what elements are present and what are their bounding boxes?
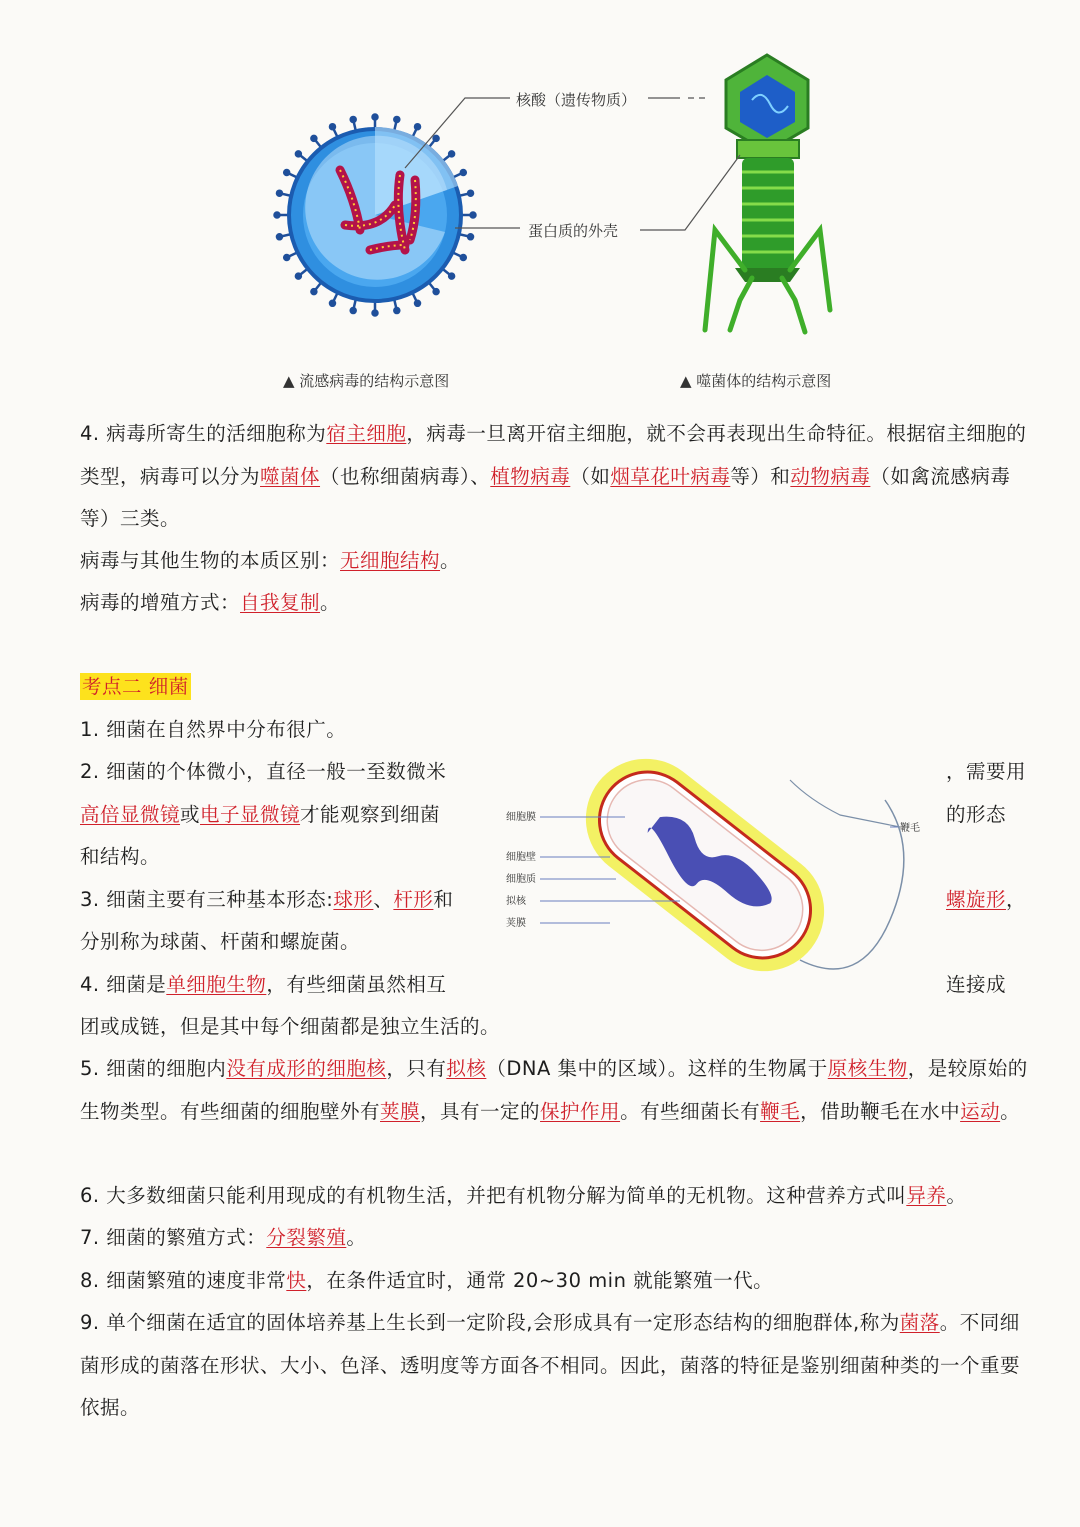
bacteria-point-7: 7. 细菌的繁殖方式：分裂繁殖。: [80, 1226, 367, 1249]
label-nucleoid: 拟核: [506, 896, 526, 907]
keyword: 没有成形的细胞核: [226, 1057, 387, 1080]
section-title: 考点二 细菌: [82, 675, 189, 698]
bacteria-point-2-line2: 高倍显微镜或电子显微镜才能观察到细菌: [80, 803, 441, 826]
keyword: 保护作用: [540, 1099, 621, 1123]
label-capsule: 荚膜: [506, 918, 526, 929]
keyword: 烟草花叶病毒: [610, 464, 731, 488]
keyword: 无细胞结构: [340, 549, 441, 572]
keyword: 快: [286, 1269, 307, 1292]
keyword: 分裂繁殖: [266, 1226, 347, 1249]
keyword: 拟核: [446, 1057, 487, 1080]
bacteria-point-4-line1: 4. 细菌是单细胞生物，有些细菌虽然相互: [80, 973, 447, 996]
bacteria-point-8: 8. 细菌繁殖的速度非常快，在条件适宜时，通常 20~30 min 就能繁殖一代。: [80, 1269, 774, 1292]
keyword: 异养: [906, 1184, 947, 1207]
keyword: 鞭毛: [760, 1099, 801, 1123]
phage-illustration: [705, 55, 830, 332]
bacteria-point-2-right2: 的形态: [946, 803, 1007, 826]
bacteria-point-2-line1: 2. 细菌的个体微小，直径一般一至数微米: [80, 760, 447, 783]
paragraph-virus-host: 4. 病毒所寄生的活细胞称为宿主细胞，病毒一旦离开宿主细胞，就不会再表现出生命特征。根据宿主细胞的类型，病毒可以分为噬菌体（也称细菌病毒）、植物病毒（如烟草花叶病毒等）和动物病毒（如禽流感病毒等）三类。: [80, 422, 1027, 530]
bacteria-point-6: 6. 大多数细菌只能利用现成的有机物生活，并把有机物分解为简单的无机物。这种营养方式叫异养。: [80, 1184, 967, 1207]
label-cell-membrane: 细胞膜: [506, 812, 536, 823]
keyword: 杆形: [393, 888, 434, 911]
label-cytoplasm: 细胞质: [506, 874, 536, 885]
keyword: 动物病毒: [790, 464, 871, 488]
keyword: 单细胞生物: [166, 973, 267, 996]
label-nucleic-acid: 核酸（遗传物质）: [516, 91, 637, 109]
bacteria-point-1: 1. 细菌在自然界中分布很广。: [80, 718, 347, 741]
bacteria-point-9: 9. 单个细菌在适宜的固体培养基上生长到一定阶段,会形成具有一定形态结构的细胞群体,称为菌落。不同细菌形成的菌落在形状、大小、色泽、透明度等方面各不相同。因此，菌落的特征是鉴别细菌种类的一个重要依据。: [80, 1311, 1021, 1419]
keyword: 原核生物: [827, 1057, 908, 1080]
keyword: 菌落: [899, 1311, 940, 1334]
caption-flu-virus: ▲ 流感病毒的结构示意图: [283, 372, 450, 390]
caption-phage: ▲ 噬菌体的结构示意图: [680, 372, 832, 390]
virus-figure: [0, 0, 1080, 400]
keyword: 电子显微镜: [200, 803, 301, 826]
bacteria-point-3-right: 螺旋形，: [946, 888, 1027, 911]
bacteria-point-2-right1: ，需要用: [946, 760, 1027, 783]
bacteria-point-3-line1: 3. 细菌主要有三种基本形态:球形、杆形和: [80, 888, 454, 911]
line-virus-reproduction: 病毒的增殖方式：自我复制。: [80, 591, 341, 614]
label-flagellum: 鞭毛: [900, 823, 920, 834]
bacteria-point-4-line2: 团或成链，但是其中每个细菌都是独立生活的。: [80, 1015, 501, 1038]
keyword: 螺旋形: [946, 888, 1007, 911]
keyword: 噬菌体: [260, 464, 321, 488]
line-virus-difference: 病毒与其他生物的本质区别：无细胞结构。: [80, 549, 461, 572]
keyword: 高倍显微镜: [80, 803, 181, 826]
label-cell-wall: 细胞壁: [506, 852, 536, 863]
keyword: 球形: [333, 888, 374, 911]
keyword: 自我复制: [240, 591, 321, 614]
bacteria-point-2-line3: 和结构。: [80, 845, 161, 868]
label-protein-coat: 蛋白质的外壳: [528, 222, 619, 240]
keyword: 荚膜: [380, 1099, 421, 1123]
flu-virus-illustration: [275, 115, 476, 316]
bacteria-point-5: 5. 细菌的细胞内没有成形的细胞核，只有拟核（DNA 集中的区域）。这样的生物属于原核生物，是较原始的生物类型。有些细菌的细胞壁外有荚膜，具有一定的保护作用。有些细菌长有鞭毛，借助鞭毛在水中运动。: [80, 1057, 1028, 1123]
bacterium-illustration: [562, 750, 849, 990]
keyword: 运动: [960, 1099, 1001, 1123]
bacteria-point-3-line2: 分别称为球菌、杆菌和螺旋菌。: [80, 930, 361, 953]
bacteria-figure: [500, 750, 940, 990]
keyword: 宿主细胞: [326, 422, 407, 445]
keyword: 植物病毒: [490, 464, 571, 488]
bacteria-point-4-right: 连接成: [946, 973, 1007, 996]
